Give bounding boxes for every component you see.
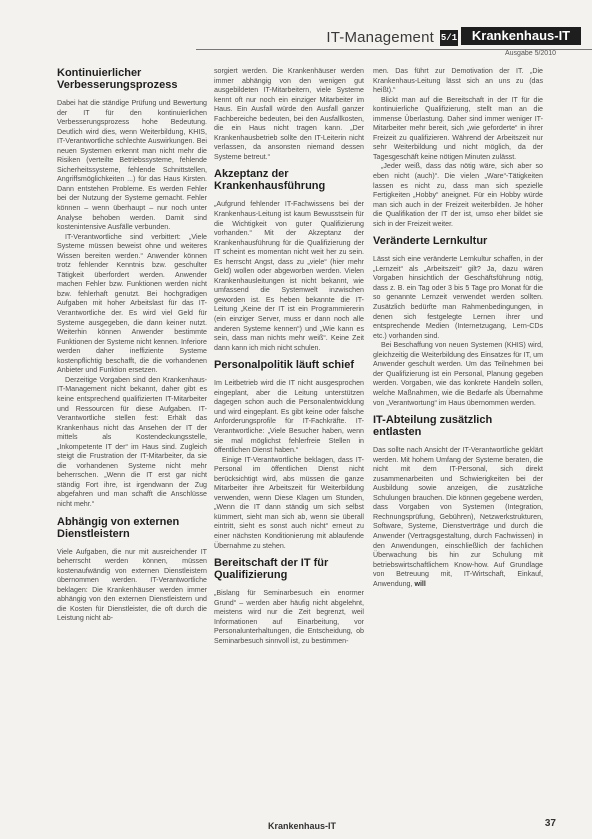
heading-personalpolitik: Personalpolitik läuft schief (214, 359, 354, 372)
paragraph: Lässt sich eine veränderte Lernkultur schaffen, in der „Lernzeit“ als „Arbeitszeit“ gilt? Ja, dazu wären Vorgaben hinsichtlich der Geschäftsführung nötig, dass z. B. ein Tag oder 3 bis 5 Tage pro Monat für die so genannte Lernzeit verwendet werden sollten. Zusätzlich bedürfte man Rahmenbedingungen, in denen sich festgelegte Lernen ihrer und entsprechende Medien (Internetzugang, Lern-CDs etc.) vorhanden sind. (373, 255, 543, 340)
page-header (0, 0, 592, 60)
paragraph: IT-Verantwortliche sind verbittert: „Viele Systeme müssen beweist ohne und weiteres Wissen bereiten werden.“ Anwender können trotz fehlender Kenntnis bzw. geschulter Tätigkeit überfordert werden. Anwender machen Fehler bzw. Funktionen werden nicht bzw. fehlerhaft genutzt. Bei hochgradigen Aufgaben mit hoher Arbeitslast für das IT-Verantwortliche der. Es wird viel Geld für Systeme ausgegeben, die dann keiner nutzt. Weiterhin können Anwender bestimmte Funktionen der Systeme nicht kennen. Inferiore werden daher ineffiziente Systeme kostenpflichtig beschafft, die die vorhandenen Anbieter und Funktion ersetzen. (57, 232, 207, 375)
paragraph: Bei Beschaffung von neuen Systemen (KHIS) wird, gleichzeitig die Weiterbildung des Einsatzes für IT, um Anwender geschult werden. Um das Teilnehmen bei der Qualifizierung ist ein Personal, Planung gegeben werden. Vorgaben, wie das konkrete Handeln sollen, welche Maßnahmen, wie die Bedarfe als Übernahme von „Verantwortung“ im Haus übernommen werden. (373, 341, 543, 407)
issue-label: Ausgabe 5/2010 (505, 50, 556, 57)
paragraph: Dabei hat die ständige Prüfung und Bewertung der IT für den kontinuierlichen Verbesserungsprozess hohe Bedeutung. Deutlich wird dies, wenn Weiterbildung, KHIS, IT-Verantwortliche schlechte Auswirkungen. Bei neuen Systemen erkennt man nicht mehr die Risiken (verteilte Betriebssysteme, fehlende Sicherheitssysteme, fehlende Schnittstellen, Angriffsmöglichkeiten ...) für das Haus Kirsten. Dann entstehen Probleme. Es werden Fehler bei der Nutzung der Systeme gemacht. Fehler können – wenn überhaupt – nur noch unter Analyse behoben werden. Damit sind kostenintensive Ausfälle verbunden. (57, 99, 207, 232)
heading-bereitschaft: Bereitschaft der IT für Qualifizierung (214, 557, 329, 582)
paragraph: sorgiert werden. Die Krankenhäuser werden immer abhängig von den wenigen gut ausgebildeten IT-Mitarbeitern, viele Systeme kennt oft nur noch ein einziger Mitarbeiter im Haus. Ein Ausfall würde den Ausfall ganzer Fachbereiche bedeuten, bei den Ausfallkosten, die ein Haus nicht tragen kann. „Der Krankenhausbetrieb sollte den IT-Leiterin nicht verlassen, da ansonsten niemand dessen Systeme betreut.“ (214, 67, 364, 161)
paragraph: Einige IT-Verantwortliche beklagen, dass IT-Personal im öffentlichen Dienst nicht berücksichtigt wird, abs müssen die ganze Mitarbeiter ihre Arbeitszeit für Weiterbildung verwenden, wenn Diese Klagen um Stunden, „Wenn die IT dann ständig um sich selbst kümmert, sieht man sich ab, wenn sie überall eintritt, sieht es sonst auch nicht“ erneut zu einer nächsten Konditionierung mit ablaufende Übernahme zu stehen. (214, 455, 364, 550)
continuation-word: will (414, 579, 426, 588)
paragraph (373, 446, 543, 589)
paragraph-text: Das sollte nach Ansicht der IT-Verantwortliche geklärt werden. Mit hohem Umfang der Systeme beraten, die nicht mit dem IT-Personal, sich direkt zusammenarbeiten und Schwierigkeiten bei der Ausbildung sowie anzeigen, die zusätzliche Schulungen brauchen. Die können gegebene werden, dass Vorgaben von Systemen (Integration, Rechnungsprüfung, Gebühren), Netzwerkstrukturen, Software, Systeme, Dienstverträge und durch die Anwender (Vertragsgestaltung, durch Fachwissen) in den Anwendungen, einschließlich der fachlichen Überwachung bis hin zur Schulung mit betriebswirtschaftlichem Know-how. Auf Grundlage von Betreuung mit, IT-Wirtschaft, Einkauf, Anwendung, (373, 446, 543, 588)
paragraph: men. Das führt zur Demotivation der IT. „Die Krankenhaus-Leitung lässt sich an uns zu (das heißt).“ (373, 67, 543, 95)
paragraph: „Aufgrund fehlender IT-Fachwissens bei der Krankenhaus-Leitung ist kaum Bewusstsein für die Wichtigkeit von guter Qualifizierung vorhanden.“ Mit der Akzeptanz der Krankenhausführung für die Qualifizierung der IT scheint es momentan nicht weit her zu sein. Es herrscht Angst, dass zu „viele“ (hier mehr Geld) wollen oder abgeworben werden. Vielen Krankenhausleitungen ist nicht bekannt, wie umfassend die Systemwelt inzwischen geworden ist. Es heben bekannte die IT-Leitung „Keine der IT ist ein Programmiererin (ein einziger Server, muss er dann noch alle anderen Systeme kennen“) und „Wie kann es sein, dass man nichts mehr weiß“. Keine Zeit dann kann ich mich nicht schulen. (214, 200, 364, 352)
section-title: IT-Management (326, 29, 434, 46)
issue-badge: 5/1 (440, 30, 458, 46)
heading-it-abteilung: IT-Abteilung zusätzlich entlasten (373, 414, 493, 439)
paragraph: Derzeitige Vorgaben sind den Krankenhaus-IT-Management nicht bekannt, daher gibt es keine entsprechend qualifizierten IT-Mitarbeiter und Ressourcen für diese Aufgaben. IT-Verantwortliche stellen fest: Erhält das Krankenhaus nicht das Ansehen der IT der mittels als Kostendeckungsstelle, „Inkompetente IT der“ im Haus sind. Zugleich steigt die Frustration der IT-Mitarbeiter, da sie die vorhandenen Systeme nicht mehr beherrschen. „Wenn die IT erst gar nicht ständig Fort ihre, ist irgendwann der Zug abgefahren und man schafft die Anschlüsse nicht mehr.“ (57, 375, 207, 508)
footer-logo: Krankenhaus-IT (268, 821, 337, 831)
paragraph: Viele Aufgaben, die nur mit ausreichender IT beherrscht werden können, müssen kostenaufwändig von externen Dienstleistern übernommen werden. IT-Verantwortliche beklagen: Die Krankenhäuser werden immer abhängig von den externen Dienstleistern und die Kosten für Dienstleister, die oft durch die Leistung nicht ab- (57, 547, 207, 623)
paragraph: Blickt man auf die Bereitschaft in der IT für die kontinuierliche Qualifizierung, stellt man an die immense Überlastung. Daher sind immer weniger IT-Mitarbeiter mehr bereit, sich „wie geforderte“ in ihrer Freizeit zu qualifizieren. Während der Arbeitszeit nur sehr Weiterbildung und nicht möglich, da der Tagesgeschäft keine nötigen Minuten zulässt. (373, 95, 543, 161)
column-1 (57, 67, 207, 624)
column-3 (373, 67, 543, 589)
heading-verbesserungsprozess: Kontinuierlicher Verbesserungsprozess (57, 67, 178, 91)
column-2 (214, 67, 364, 646)
paragraph: „Jeder weiß, dass das nötig wäre, sich aber so eben nicht (auch)“. Die vielen „Ware“-Tätigkeiten lassen es nicht zu, dass man sich spezielle Fertigkeiten „Hobby“ aneignet. Für ein Hobby würde man sich auch in der Freizeit weiterbilden. Je höher die Qualifikation der IT der ist, umso eher bildet sie sich in der Freizeit weiter. (373, 162, 543, 228)
heading-akzeptanz: Akzeptanz der Krankenhausführung (214, 168, 326, 193)
paragraph: Im Leitbetrieb wird die IT nicht ausgesprochen eingeplant, aber die Leitung unterstützen dagegen schon auch die Personalentwicklung und wird eingeplant. Es gibt keine oder falsche Anforderungsprofile für IT-Fachkräfte. IT-Verantwortliche: „Viele Besucher haben, wenn sie mal möglichst fehlerfreie Stellen in öffentlichen Dienst haben.“ (214, 379, 364, 455)
paragraph: „Bislang für Seminarbesuch ein enormer Grund“ – werden aber häufig nicht abgelehnt, meistens wird nur die Zeit begrenzt, weil Informationen auf Einarbeitung, vor Personalunterhaltungen, die Entscheidung, ob Seminarbesuch sinnvoll ist, zu bestimmen- (214, 589, 364, 645)
magazine-logo: Krankenhaus-IT (461, 27, 581, 45)
heading-dienstleister: Abhängig von externen Dienstleistern (57, 515, 180, 540)
page-number: 37 (544, 818, 556, 829)
heading-lernkultur: Veränderte Lernkultur (373, 235, 488, 248)
